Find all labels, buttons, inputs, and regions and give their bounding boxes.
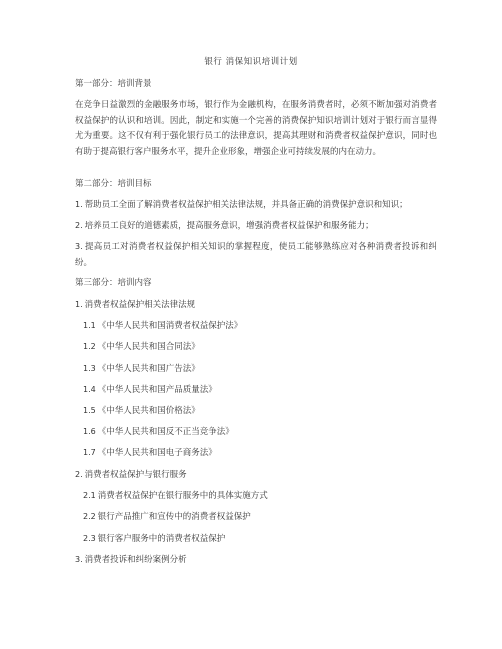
- content-item-2: [75, 467, 435, 484]
- sub-item-1-7: [83, 445, 443, 462]
- sub-item-2-2: [83, 509, 443, 526]
- sub-item-text: 银行产品推广和宣传中的消费者权益保护: [97, 512, 251, 522]
- section1-body: 在竞争日益激烈的金融服务市场，银行作为金融机构，在服务消费者时，必须不断加强对消费者权益保护的认识和培训。因此，制定和实施一个完善的消费保护知识培训计划对于银行而言显得尤为重要。这不仅有利于强化银行员工的法律意识，提高其理财和消费者权益保护意识，同时也有助于提高银行客户服务水平，提升企业形象，增强企业可持续发展的内在动力。: [75, 100, 437, 157]
- sub-item-number: 2.2: [83, 512, 96, 521]
- content-item-text: 消费者投诉和纠纷案例分析: [84, 555, 187, 565]
- content-item-text: 消费者权益保护与银行服务: [84, 470, 187, 480]
- section2-heading: 第二部分：培训目标: [75, 179, 152, 189]
- sub-item-1-2: [83, 339, 443, 356]
- sub-item-text: 《中华人民共和国价格法》: [97, 406, 200, 416]
- content-item-number: 1.: [75, 300, 83, 309]
- sub-item-number: 1.4: [83, 385, 96, 394]
- goal-item-number: 3.: [75, 242, 83, 251]
- sub-item-number: 1.5: [83, 406, 96, 415]
- sub-item-1-1: [83, 318, 443, 335]
- goal-item-text: 帮助员工全面了解消费者权益保护相关法律法规，并具备正确的消费保护意识和知识；: [84, 200, 408, 210]
- sub-item-number: 1.7: [83, 448, 96, 457]
- sub-item-number: 1.2: [83, 342, 96, 351]
- section3-heading: 第三部分：培训内容: [75, 278, 152, 288]
- content-item-number: 2.: [75, 470, 83, 479]
- goal-item-1: [75, 197, 435, 214]
- sub-item-2-1: [83, 488, 443, 505]
- sub-item-2-3: [83, 531, 443, 548]
- document-title: 银行 消保知识培训计划: [204, 57, 298, 67]
- goal-item-3: [75, 239, 437, 271]
- content-item-1: [75, 297, 435, 314]
- sub-item-text: 《中华人民共和国反不正当竞争法》: [97, 427, 234, 437]
- sub-item-text: 《中华人民共和国消费者权益保护法》: [97, 321, 243, 331]
- sub-item-text: 《中华人民共和国合同法》: [97, 342, 200, 352]
- sub-item-number: 2.3: [83, 534, 96, 543]
- goal-item-2: [75, 218, 435, 235]
- sub-item-1-6: [83, 424, 443, 441]
- section1-heading: 第一部分：培训背景: [75, 79, 152, 89]
- sub-item-text: 《中华人民共和国产品质量法》: [97, 385, 217, 395]
- content-item-text: 消费者权益保护相关法律法规: [84, 300, 196, 310]
- sub-item-number: 1.1: [83, 321, 96, 330]
- sub-item-1-3: [83, 361, 443, 378]
- sub-item-text: 《中华人民共和国广告法》: [97, 364, 200, 374]
- goal-item-text: 提高员工对消费者权益保护相关知识的掌握程度，使员工能够熟练应对各种消费者投诉和纠纷。: [75, 242, 437, 268]
- sub-item-number: 1.3: [83, 364, 96, 373]
- sub-item-number: 1.6: [83, 427, 96, 436]
- content-item-3: [75, 552, 435, 569]
- sub-item-text: 消费者权益保护在银行服务中的具体实施方式: [97, 491, 268, 501]
- sub-item-text: 《中华人民共和国电子商务法》: [97, 448, 217, 458]
- sub-item-text: 银行客户服务中的消费者权益保护: [97, 534, 226, 544]
- goal-item-number: 2.: [75, 221, 83, 230]
- goal-item-text: 培养员工良好的道德素质，提高服务意识，增强消费者权益保护和服务能力；: [84, 221, 374, 231]
- sub-item-1-5: [83, 403, 443, 420]
- goal-item-number: 1.: [75, 200, 83, 209]
- sub-item-number: 2.1: [83, 491, 96, 500]
- content-item-number: 3.: [75, 555, 83, 564]
- sub-item-1-4: [83, 382, 443, 399]
